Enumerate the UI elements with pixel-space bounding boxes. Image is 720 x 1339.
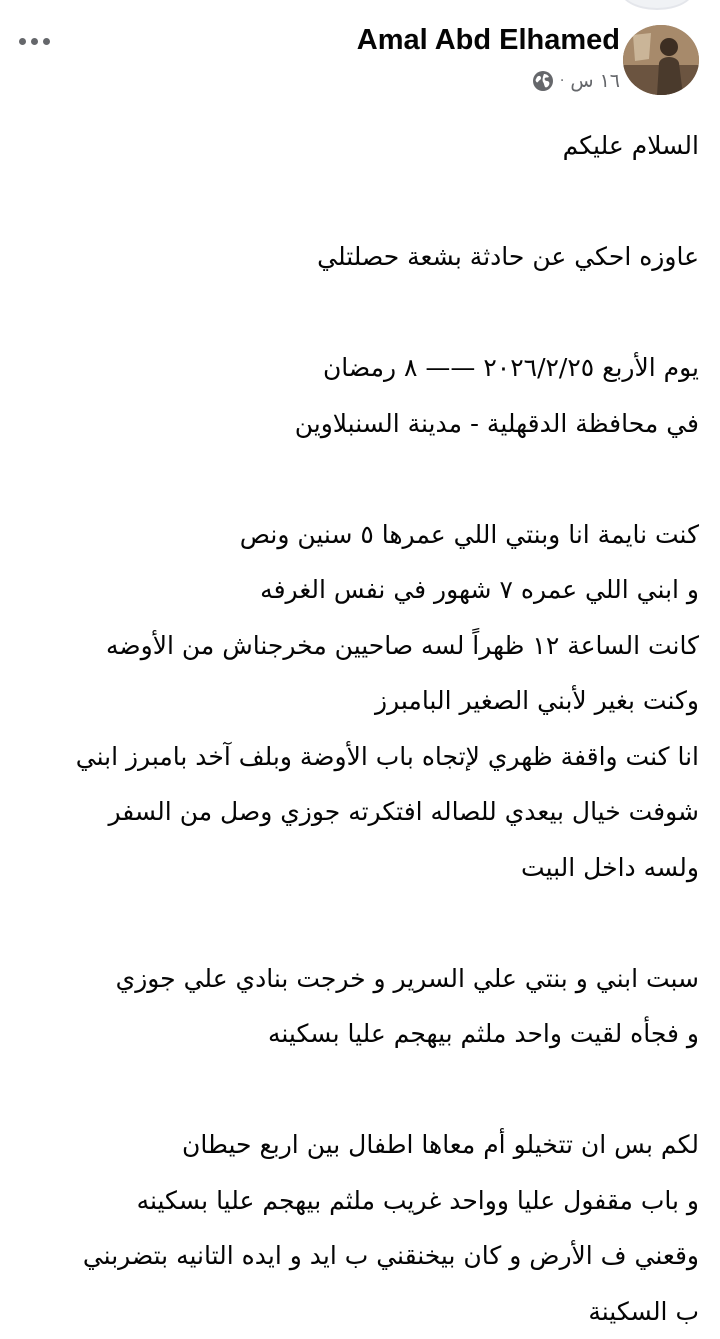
post-text-line: شوفت خيال بيعدي للصاله افتكرته جوزي وصل من السفر — [9, 784, 699, 840]
post-text — [9, 118, 699, 1339]
post-time[interactable]: ١٦ س — [570, 70, 620, 92]
more-options-icon — [19, 38, 26, 45]
more-options-icon-dot — [31, 38, 38, 45]
post-text-line: يوم الأربع ٢٠٢٦/٢/٢٥ —— ٨ رمضان — [9, 340, 699, 396]
post-text-line: و باب مقفول عليا وواحد غريب ملثم بيهجم عليا بسكينه — [9, 1173, 699, 1229]
post-text-line: ولسه داخل البيت — [9, 840, 699, 896]
post-text-line: ب السكينة — [9, 1284, 699, 1339]
post-text-blank-line — [9, 174, 699, 230]
post-text-blank-line — [9, 285, 699, 341]
post-text-line: و ابني اللي عمره ٧ شهور في نفس الغرفه — [9, 562, 699, 618]
meta-separator: · — [560, 73, 564, 89]
post-text-line: السلام عليكم — [9, 118, 699, 174]
globe-icon[interactable] — [532, 70, 554, 92]
post-header — [0, 0, 720, 110]
post-text-blank-line — [9, 895, 699, 951]
post-text-blank-line — [9, 451, 699, 507]
post-text-line: و فجأه لقيت واحد ملثم بيهجم عليا بسكينه — [9, 1006, 699, 1062]
post-text-line: كنت نايمة انا وبنتي اللي عمرها ٥ سنين ونص — [9, 507, 699, 563]
post-text-line: انا كنت واقفة ظهري لإتجاه باب الأوضة وبلف آخد بامبرز ابني — [9, 729, 699, 785]
post-text-line: لكم بس ان تتخيلو أم معاها اطفال بين اربع حيطان — [9, 1117, 699, 1173]
author-name[interactable]: Amal Abd Elhamed — [357, 20, 620, 60]
post-meta — [532, 66, 620, 96]
post-text-blank-line — [9, 1062, 699, 1118]
post-text-line: في محافظة الدقهلية - مدينة السنبلاوين — [9, 396, 699, 452]
more-options-icon-dot — [43, 38, 50, 45]
post-text-line: وكنت بغير لأبني الصغير البامبرز — [9, 673, 699, 729]
more-options-button[interactable] — [14, 26, 54, 56]
post-text-line: سبت ابني و بنتي علي السرير و خرجت بنادي علي جوزي — [9, 951, 699, 1007]
author-avatar[interactable] — [623, 25, 699, 95]
post-text-line: كانت الساعة ١٢ ظهراً لسه صاحيين مخرجناش من الأوضه — [9, 618, 699, 674]
post-text-line: وقعني ف الأرض و كان بيخنقني ب ايد و ايده التانيه بتضربني — [9, 1228, 699, 1284]
post-text-line: عاوزه احكي عن حادثة بشعة حصلتلي — [9, 229, 699, 285]
